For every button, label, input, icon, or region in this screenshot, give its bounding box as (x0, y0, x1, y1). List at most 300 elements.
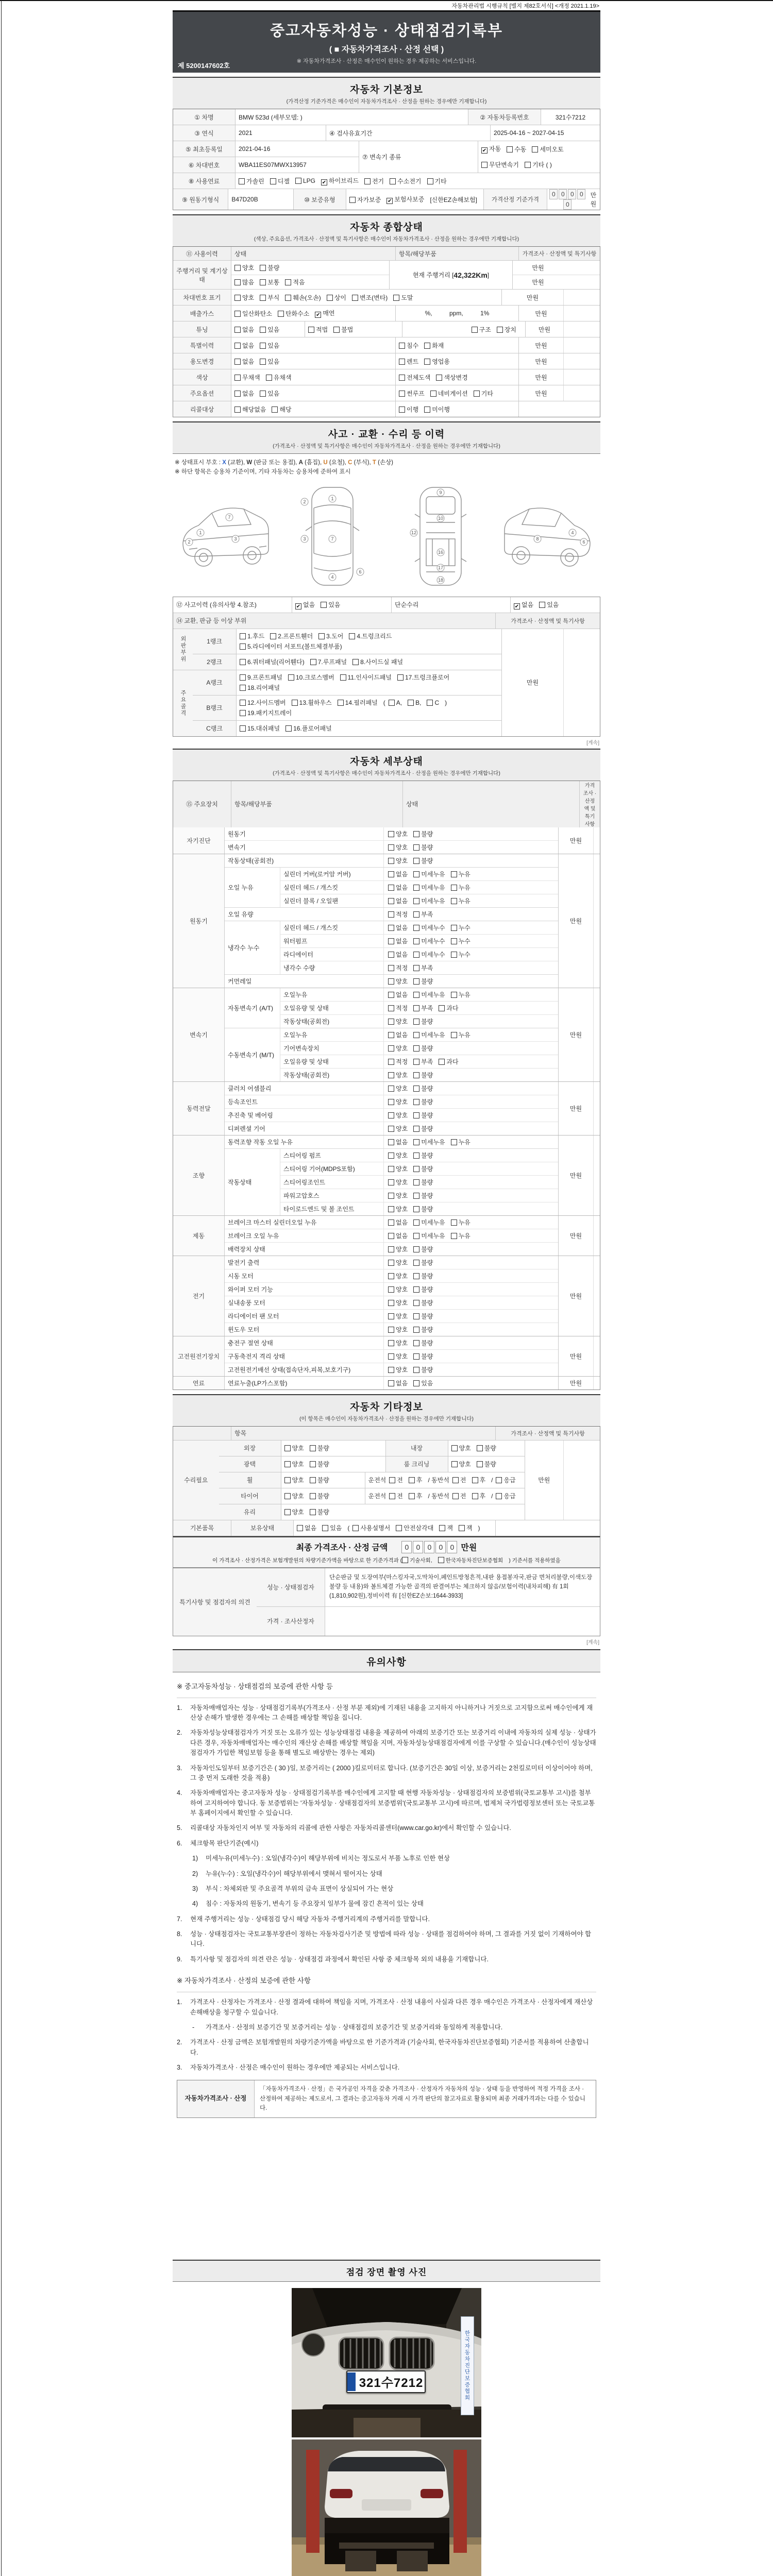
checkbox-option[interactable] (413, 937, 445, 945)
checkbox-option[interactable] (413, 1231, 445, 1240)
checkbox[interactable] (413, 1286, 419, 1293)
checkbox-option[interactable] (439, 1057, 458, 1066)
price-blank[interactable] (495, 1520, 600, 1536)
checkbox-option[interactable] (310, 1460, 329, 1468)
checkbox[interactable] (388, 992, 394, 998)
checkbox[interactable] (451, 1233, 457, 1239)
checkbox[interactable] (288, 674, 294, 681)
checkbox[interactable] (388, 1367, 394, 1373)
checkbox[interactable] (413, 1246, 419, 1252)
checkbox-option[interactable] (413, 1218, 445, 1227)
checkbox[interactable] (451, 898, 457, 904)
checkbox[interactable] (413, 1072, 419, 1078)
checkbox-option[interactable] (284, 1444, 304, 1452)
checkbox[interactable] (452, 1493, 459, 1499)
checkbox[interactable]: ✔ (514, 603, 519, 609)
checkbox-option[interactable] (399, 341, 418, 350)
checkbox[interactable] (284, 1445, 291, 1451)
checkbox[interactable] (240, 674, 246, 681)
checkbox-option[interactable] (451, 1444, 471, 1452)
checkbox-option[interactable] (310, 1507, 329, 1516)
checkbox-option[interactable] (389, 699, 402, 706)
checkbox-option[interactable] (234, 293, 254, 302)
checkbox-option[interactable] (234, 405, 266, 414)
checkbox-option[interactable] (388, 1071, 408, 1079)
checkbox-option[interactable] (472, 1476, 486, 1484)
checkbox-option[interactable] (413, 1205, 433, 1213)
checkbox-option[interactable] (413, 1097, 433, 1106)
checkbox-option[interactable] (424, 405, 450, 414)
checkbox[interactable] (260, 279, 266, 285)
checkbox-option[interactable] (240, 657, 305, 666)
price-blank[interactable] (563, 385, 600, 401)
checkbox-option[interactable] (496, 1492, 515, 1500)
checkbox-option[interactable] (310, 1476, 329, 1484)
checkbox-option[interactable] (525, 160, 552, 169)
checkbox[interactable] (399, 359, 405, 365)
checkbox-option[interactable] (352, 293, 388, 302)
checkbox[interactable] (234, 295, 241, 301)
checkbox[interactable] (393, 295, 399, 301)
checkbox[interactable] (477, 1461, 483, 1467)
checkbox[interactable] (452, 1477, 459, 1483)
checkbox-option[interactable] (388, 1057, 408, 1066)
checkbox-option[interactable] (388, 1205, 408, 1213)
checkbox-option[interactable] (234, 278, 254, 286)
checkbox[interactable] (388, 1246, 394, 1252)
checkbox[interactable] (234, 311, 241, 317)
checkbox[interactable] (321, 602, 327, 608)
checkbox-option[interactable] (390, 177, 421, 185)
checkbox-option[interactable] (340, 673, 392, 682)
price-blank[interactable] (518, 401, 600, 417)
checkbox-option[interactable] (260, 357, 279, 366)
checkbox-option[interactable] (439, 1523, 453, 1532)
checkbox[interactable] (388, 1166, 394, 1172)
checkbox-option[interactable] (413, 1044, 433, 1053)
checkbox-option[interactable] (413, 1017, 433, 1026)
checkbox-option[interactable] (240, 632, 264, 640)
checkbox-option[interactable] (270, 632, 313, 640)
checkbox-option[interactable] (451, 1460, 471, 1468)
checkbox[interactable] (388, 1313, 394, 1319)
checkbox-option[interactable] (451, 1138, 470, 1146)
checkbox-option[interactable] (318, 632, 343, 640)
checkbox-option[interactable] (295, 177, 315, 184)
checkbox[interactable] (413, 1179, 419, 1185)
checkbox-option[interactable] (297, 1523, 316, 1532)
checkbox-option[interactable] (413, 883, 445, 892)
checkbox-option[interactable] (393, 293, 413, 302)
checkbox[interactable] (260, 343, 266, 349)
checkbox[interactable] (388, 938, 394, 944)
price-blank[interactable] (563, 337, 600, 353)
checkbox[interactable] (285, 725, 292, 732)
checkbox[interactable] (270, 178, 276, 184)
checkbox[interactable] (266, 375, 272, 381)
checkbox[interactable] (539, 602, 545, 608)
checkbox-option[interactable] (389, 1492, 403, 1500)
checkbox[interactable] (451, 1445, 458, 1451)
checkbox-option[interactable] (388, 977, 408, 986)
checkbox[interactable] (472, 1493, 478, 1499)
checkbox-option[interactable] (477, 1460, 496, 1468)
checkbox-option[interactable] (234, 263, 254, 272)
checkbox-option[interactable] (507, 145, 526, 154)
price-blank[interactable] (563, 353, 600, 369)
price-blank[interactable] (593, 1336, 600, 1376)
checkbox[interactable] (388, 1300, 394, 1306)
checkbox[interactable] (388, 1099, 394, 1105)
checkbox-option[interactable] (424, 341, 444, 350)
price-blank[interactable] (593, 854, 600, 988)
checkbox-option[interactable] (388, 937, 408, 945)
checkbox[interactable] (396, 1525, 402, 1531)
checkbox-option[interactable] (399, 405, 418, 414)
checkbox-option[interactable] (413, 856, 433, 865)
checkbox-option[interactable] (388, 1218, 408, 1227)
checkbox[interactable] (297, 1525, 303, 1531)
checkbox[interactable] (240, 710, 246, 716)
checkbox[interactable] (388, 978, 394, 985)
checkbox[interactable] (284, 1493, 291, 1499)
checkbox[interactable] (240, 659, 246, 665)
checkbox-option[interactable] (239, 177, 264, 185)
checkbox[interactable] (451, 925, 457, 931)
price-blank[interactable] (593, 1136, 600, 1215)
checkbox[interactable] (239, 178, 245, 184)
checkbox-option[interactable] (413, 1178, 433, 1187)
checkbox[interactable] (439, 1059, 445, 1065)
checkbox[interactable] (413, 885, 419, 891)
checkbox[interactable] (413, 965, 419, 971)
checkbox[interactable] (278, 311, 284, 317)
checkbox[interactable] (352, 659, 359, 665)
checkbox[interactable] (388, 1059, 394, 1065)
checkbox-option[interactable] (333, 325, 353, 334)
checkbox[interactable]: ✔ (316, 312, 321, 318)
checkbox[interactable] (413, 952, 419, 958)
checkbox[interactable] (388, 858, 394, 864)
checkbox-option[interactable] (270, 177, 290, 185)
checkbox-option[interactable] (310, 1444, 329, 1452)
checkbox-option[interactable] (413, 990, 445, 999)
checkbox[interactable] (438, 1557, 444, 1563)
checkbox-option[interactable] (285, 293, 321, 302)
checkbox[interactable] (388, 1286, 394, 1293)
checkbox[interactable] (413, 831, 419, 837)
checkbox[interactable] (397, 674, 404, 681)
checkbox[interactable] (285, 279, 291, 285)
checkbox-option[interactable] (352, 1523, 390, 1532)
checkbox[interactable] (388, 1179, 394, 1185)
checkbox[interactable] (451, 1461, 458, 1467)
checkbox-option[interactable] (413, 1258, 433, 1267)
checkbox[interactable] (349, 197, 356, 203)
checkbox-option[interactable] (413, 896, 445, 905)
checkbox-option[interactable] (413, 843, 433, 852)
checkbox-option[interactable] (272, 405, 291, 414)
checkbox-option[interactable] (388, 1084, 408, 1093)
checkbox-option[interactable] (452, 1476, 466, 1484)
checkbox-option[interactable] (413, 977, 433, 986)
checkbox[interactable] (310, 1461, 316, 1467)
checkbox-option[interactable] (413, 1285, 433, 1294)
checkbox-option[interactable] (266, 373, 292, 382)
price-blank[interactable] (593, 1216, 600, 1256)
checkbox-option[interactable] (451, 990, 470, 999)
checkbox-option[interactable] (388, 990, 408, 999)
checkbox-option[interactable] (452, 1492, 466, 1500)
checkbox[interactable] (389, 1477, 395, 1483)
checkbox[interactable] (388, 1139, 394, 1145)
checkbox-option[interactable] (260, 278, 279, 286)
checkbox-option[interactable] (459, 1523, 473, 1532)
checkbox-option[interactable] (413, 1379, 433, 1387)
checkbox[interactable] (413, 858, 419, 864)
checkbox[interactable] (413, 844, 419, 851)
checkbox-option[interactable] (352, 657, 403, 666)
checkbox-option[interactable] (321, 600, 340, 609)
price-blank[interactable] (593, 1082, 600, 1135)
checkbox[interactable] (413, 1367, 419, 1373)
checkbox-option[interactable] (451, 1231, 470, 1240)
checkbox-option[interactable] (310, 1492, 329, 1500)
checkbox-option[interactable] (408, 699, 421, 706)
checkbox-option[interactable] (284, 1507, 304, 1516)
checkbox[interactable] (240, 700, 246, 706)
checkbox-option[interactable] (477, 1444, 496, 1452)
checkbox-option[interactable] (284, 1460, 304, 1468)
checkbox[interactable] (389, 700, 395, 706)
checkbox-option[interactable] (240, 642, 342, 651)
checkbox-option[interactable] (260, 263, 279, 272)
price-blank[interactable] (593, 827, 600, 854)
checkbox-option[interactable] (388, 1164, 408, 1173)
price-blank[interactable] (563, 290, 600, 305)
checkbox-option[interactable] (514, 600, 533, 609)
checkbox[interactable] (496, 1477, 502, 1483)
checkbox-option[interactable] (413, 1325, 433, 1334)
checkbox[interactable] (340, 674, 346, 681)
checkbox-option[interactable] (388, 1352, 408, 1361)
checkbox-option[interactable] (413, 1057, 433, 1066)
price-blank[interactable] (563, 321, 600, 337)
checkbox[interactable] (285, 295, 291, 301)
checkbox[interactable] (388, 1086, 394, 1092)
checkbox-option[interactable] (321, 176, 359, 185)
checkbox-option[interactable] (240, 708, 292, 717)
checkbox-option[interactable] (413, 1084, 433, 1093)
checkbox[interactable] (409, 1493, 415, 1499)
checkbox[interactable] (352, 1525, 359, 1531)
checkbox-option[interactable] (285, 724, 332, 733)
checkbox-option[interactable] (260, 325, 279, 334)
checkbox-option[interactable] (388, 856, 408, 865)
checkbox-option[interactable] (424, 357, 450, 366)
checkbox-option[interactable] (388, 1231, 408, 1240)
checkbox-option[interactable] (413, 1138, 445, 1146)
checkbox-option[interactable] (388, 1030, 408, 1039)
checkbox[interactable] (413, 1059, 419, 1065)
checkbox[interactable] (413, 1045, 419, 1052)
checkbox[interactable] (234, 391, 241, 397)
checkbox[interactable] (507, 146, 513, 152)
checkbox[interactable] (318, 633, 325, 639)
checkbox[interactable] (338, 700, 344, 706)
checkbox[interactable] (310, 1509, 316, 1515)
checkbox-option[interactable] (451, 870, 470, 878)
checkbox[interactable] (427, 178, 433, 184)
checkbox[interactable] (413, 1112, 419, 1118)
checkbox[interactable] (413, 911, 419, 918)
checkbox[interactable] (295, 178, 301, 184)
checkbox[interactable] (388, 898, 394, 904)
checkbox[interactable] (413, 1005, 419, 1011)
checkbox-option[interactable] (388, 1258, 408, 1267)
price-blank[interactable] (593, 1256, 600, 1336)
checkbox-option[interactable] (413, 1245, 433, 1253)
checkbox-option[interactable] (234, 309, 272, 318)
checkbox-option[interactable] (388, 1124, 408, 1133)
checkbox-option[interactable] (413, 1124, 433, 1133)
checkbox-option[interactable] (240, 698, 286, 707)
checkbox[interactable] (388, 1126, 394, 1132)
checkbox-option[interactable] (388, 963, 408, 972)
checkbox[interactable] (402, 1557, 408, 1563)
checkbox[interactable] (413, 1313, 419, 1319)
checkbox[interactable] (272, 406, 278, 413)
checkbox-option[interactable] (413, 870, 445, 878)
checkbox[interactable] (413, 1206, 419, 1212)
checkbox[interactable] (413, 1032, 419, 1038)
checkbox[interactable] (284, 1509, 291, 1515)
checkbox-option[interactable] (322, 1523, 342, 1532)
checkbox-option[interactable] (402, 1557, 432, 1564)
checkbox-option[interactable] (292, 698, 332, 707)
checkbox-option[interactable] (349, 195, 381, 204)
checkbox[interactable] (424, 359, 430, 365)
checkbox-option[interactable] (413, 1071, 433, 1079)
checkbox[interactable] (413, 1327, 419, 1333)
checkbox-option[interactable] (409, 1492, 423, 1500)
checkbox[interactable] (388, 1206, 394, 1212)
checkbox[interactable] (388, 1353, 394, 1360)
checkbox[interactable] (413, 925, 419, 931)
checkbox-option[interactable] (397, 673, 449, 682)
checkbox[interactable] (308, 327, 314, 333)
checkbox-option[interactable] (413, 1312, 433, 1320)
checkbox-option[interactable] (388, 1017, 408, 1026)
checkbox[interactable] (532, 146, 538, 152)
checkbox[interactable] (413, 1340, 419, 1346)
checkbox-option[interactable] (388, 1285, 408, 1294)
checkbox[interactable] (234, 359, 241, 365)
checkbox[interactable] (424, 406, 430, 413)
checkbox-option[interactable] (388, 1097, 408, 1106)
checkbox[interactable] (270, 633, 276, 639)
checkbox-option[interactable] (396, 1523, 433, 1532)
checkbox[interactable] (388, 952, 394, 958)
checkbox-option[interactable] (260, 293, 279, 302)
checkbox[interactable] (413, 938, 419, 944)
checkbox-option[interactable] (284, 1492, 304, 1500)
checkbox[interactable] (388, 1233, 394, 1239)
checkbox[interactable] (284, 1461, 291, 1467)
checkbox[interactable] (388, 1219, 394, 1226)
checkbox[interactable] (451, 992, 457, 998)
checkbox[interactable] (234, 375, 241, 381)
checkbox[interactable] (481, 162, 488, 168)
checkbox[interactable] (413, 992, 419, 998)
checkbox[interactable] (388, 1005, 394, 1011)
checkbox-option[interactable] (388, 896, 408, 905)
checkbox[interactable] (240, 685, 246, 691)
checkbox[interactable] (474, 391, 480, 397)
checkbox-option[interactable] (427, 177, 447, 185)
checkbox-option[interactable] (338, 698, 378, 707)
checkbox[interactable] (451, 1219, 457, 1226)
checkbox-option[interactable] (388, 870, 408, 878)
checkbox[interactable] (413, 1153, 419, 1159)
checkbox[interactable] (388, 871, 394, 877)
checkbox[interactable] (310, 659, 316, 665)
checkbox-option[interactable] (310, 657, 347, 666)
checkbox[interactable] (388, 844, 394, 851)
checkbox-option[interactable] (388, 1298, 408, 1307)
checkbox-option[interactable] (472, 1492, 486, 1500)
checkbox[interactable] (413, 1233, 419, 1239)
checkbox-option[interactable] (413, 923, 445, 932)
checkbox-option[interactable] (451, 923, 470, 932)
checkbox-option[interactable] (413, 1191, 433, 1200)
checkbox[interactable] (459, 1525, 465, 1531)
checkbox[interactable] (388, 885, 394, 891)
checkbox-option[interactable] (399, 373, 430, 382)
checkbox[interactable] (388, 831, 394, 837)
checkbox-option[interactable] (413, 910, 433, 919)
checkbox[interactable] (413, 1086, 419, 1092)
checkbox[interactable] (292, 700, 298, 706)
checkbox-option[interactable] (439, 1004, 458, 1012)
checkbox[interactable] (260, 391, 266, 397)
checkbox-option[interactable] (388, 1138, 408, 1146)
checkbox-option[interactable] (388, 883, 408, 892)
checkbox-option[interactable] (260, 389, 279, 398)
checkbox-option[interactable] (413, 963, 433, 972)
checkbox-option[interactable] (451, 896, 470, 905)
checkbox-option[interactable] (388, 923, 408, 932)
checkbox-option[interactable] (389, 1476, 403, 1484)
checkbox[interactable] (389, 1493, 395, 1499)
checkbox[interactable] (388, 1072, 394, 1078)
checkbox-option[interactable] (388, 950, 408, 959)
checkbox[interactable] (472, 327, 478, 333)
checkbox-option[interactable] (388, 1272, 408, 1280)
price-blank[interactable] (563, 306, 600, 321)
checkbox[interactable] (364, 178, 371, 184)
checkbox[interactable] (413, 1166, 419, 1172)
checkbox[interactable] (310, 1445, 316, 1451)
checkbox-option[interactable] (413, 1164, 433, 1173)
price-blank[interactable] (563, 1440, 600, 1520)
checkbox[interactable]: ✔ (322, 180, 327, 185)
checkbox-option[interactable] (413, 1338, 433, 1347)
checkbox[interactable] (413, 871, 419, 877)
checkbox-option[interactable] (413, 950, 445, 959)
checkbox-option[interactable] (413, 1352, 433, 1361)
checkbox-option[interactable] (388, 843, 408, 852)
